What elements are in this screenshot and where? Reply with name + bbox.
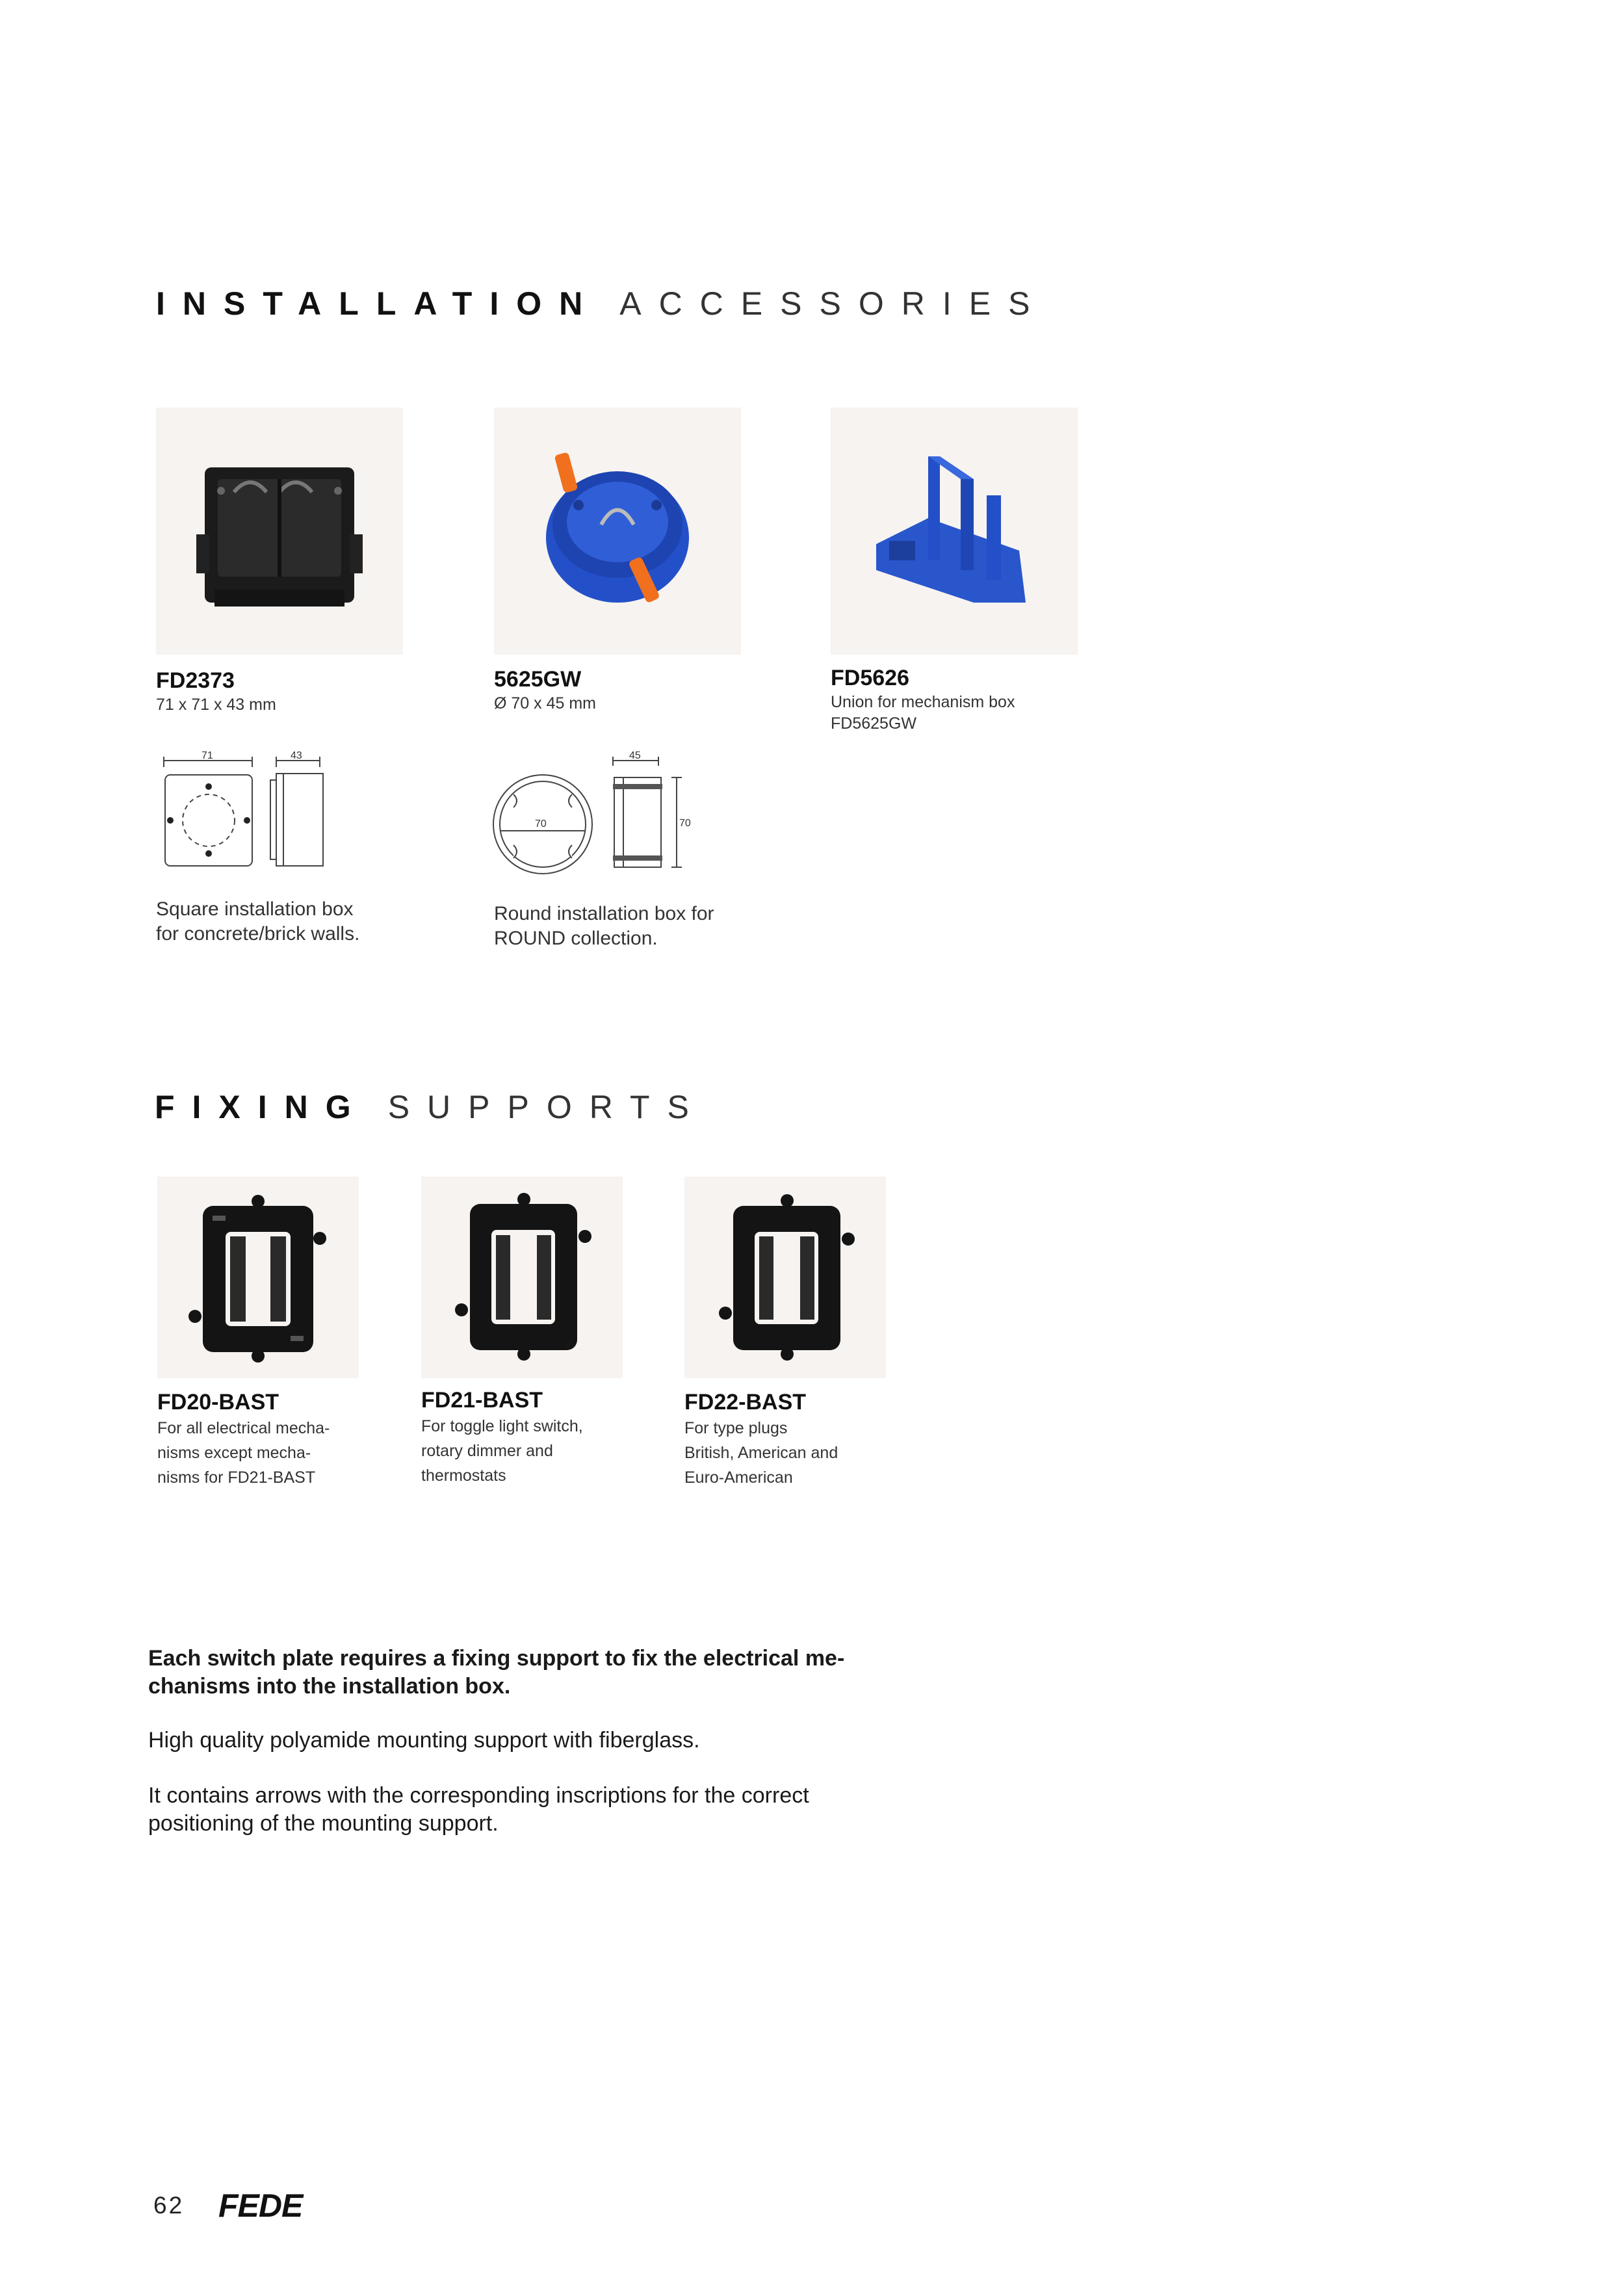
spec-line: FD5625GW — [831, 714, 916, 733]
round-box-image — [494, 408, 741, 655]
description-line: rotary dimmer and — [421, 1442, 553, 1460]
product-code: FD22-BAST — [684, 1390, 807, 1415]
product-spec: Ø 70 x 45 mm — [494, 694, 596, 712]
product-spec — [831, 692, 1015, 735]
product-code: FD2373 — [156, 668, 235, 693]
technical-drawing-square — [156, 748, 338, 878]
product-photo-fd20-bast — [157, 1177, 359, 1378]
fede-logo: FEDE — [218, 2187, 303, 2224]
section-title-fixing — [155, 1088, 707, 1126]
square-box-image — [156, 408, 403, 655]
paragraph-line: Each switch plate requires a fixing support to fix the electrical me- — [148, 1646, 845, 1671]
description-line: For type plugs — [684, 1419, 788, 1437]
description-line: For toggle light switch, — [421, 1417, 583, 1435]
description-line: nisms for FD21-BAST — [157, 1468, 316, 1487]
section-title-bold: INSTALLATION — [156, 285, 601, 322]
product-photo-fd2373 — [156, 408, 403, 655]
section-title-installation — [156, 285, 1047, 322]
paragraph-line: positioning of the mounting support. — [148, 1811, 499, 1836]
description-line: Square installation box — [156, 898, 354, 920]
product-code: FD5626 — [831, 666, 909, 690]
fixing-support-image — [684, 1177, 886, 1378]
product-description — [494, 902, 714, 951]
product-description — [684, 1416, 838, 1490]
description-line: thermostats — [421, 1467, 506, 1485]
description-line: Euro-American — [684, 1468, 793, 1487]
section-title-light: SUPPORTS — [387, 1089, 707, 1125]
product-code: FD20-BAST — [157, 1390, 279, 1415]
description-line: Round installation box for — [494, 903, 714, 924]
product-photo-fd21-bast — [421, 1177, 623, 1378]
description-line: ROUND collection. — [494, 928, 658, 949]
product-spec: 71 x 71 x 43 mm — [156, 696, 276, 714]
product-photo-fd5626 — [831, 408, 1078, 655]
paragraph-material: High quality polyamide mounting support with fiberglass. — [148, 1728, 700, 1753]
section-title-bold: FIXING — [155, 1089, 369, 1125]
page-number: 62 — [153, 2192, 185, 2219]
fixing-support-image — [421, 1177, 623, 1378]
product-description — [157, 1416, 330, 1490]
product-code: 5625GW — [494, 667, 582, 692]
description-line: British, American and — [684, 1444, 838, 1462]
product-description — [156, 897, 359, 946]
paragraph-positioning — [148, 1782, 993, 1838]
paragraph-line: chanisms into the installation box. — [148, 1674, 511, 1699]
section-title-light: ACCESSORIES — [619, 285, 1048, 322]
paragraph-requirement — [148, 1645, 993, 1701]
description-line: For all electrical mecha- — [157, 1419, 330, 1437]
dimension-label: 45 — [629, 750, 641, 761]
product-photo-5625gw — [494, 408, 741, 655]
product-description — [421, 1414, 583, 1488]
description-line: for concrete/brick walls. — [156, 923, 360, 945]
dimension-label: 70 — [679, 818, 691, 829]
union-piece-image — [831, 408, 1078, 655]
dimension-label: 70 — [535, 818, 547, 829]
dimension-label: 43 — [291, 750, 302, 761]
technical-drawing-round — [491, 748, 699, 878]
fixing-support-image — [157, 1177, 359, 1378]
dimension-label: 71 — [201, 750, 213, 761]
spec-line: Union for mechanism box — [831, 693, 1015, 711]
paragraph-line: It contains arrows with the corresponding inscriptions for the correct — [148, 1783, 809, 1808]
product-code: FD21-BAST — [421, 1388, 543, 1413]
product-photo-fd22-bast — [684, 1177, 886, 1378]
description-line: nisms except mecha- — [157, 1444, 311, 1462]
